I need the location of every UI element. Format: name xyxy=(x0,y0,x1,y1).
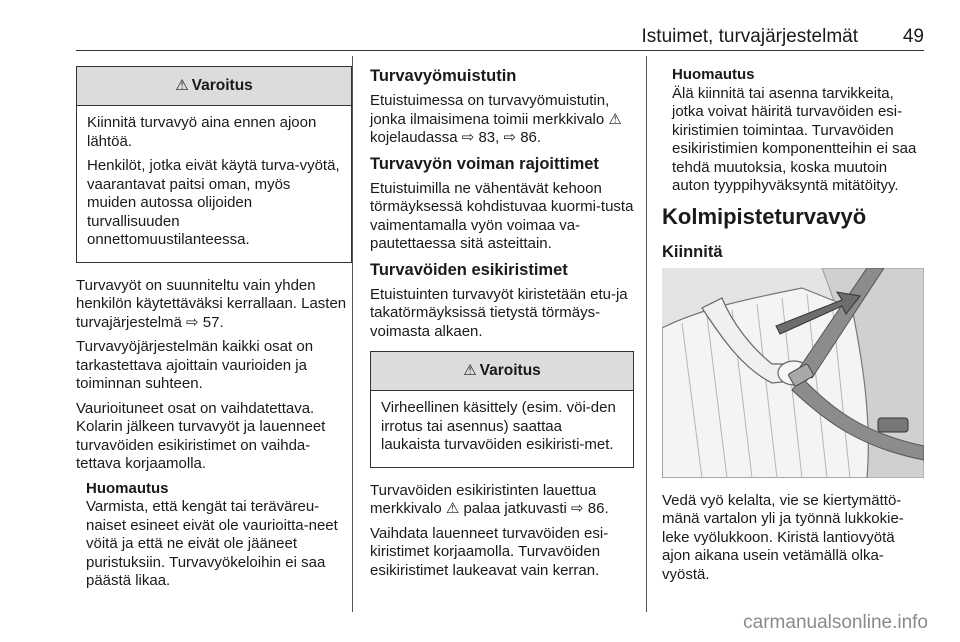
page-title: Istuimet, turvajärjestelmät xyxy=(641,26,858,47)
section-heading: Turvavyön voiman rajoittimet xyxy=(370,154,599,173)
header-rule xyxy=(76,50,924,51)
warning-label: Varoitus xyxy=(191,77,253,94)
column-divider xyxy=(352,56,353,612)
column-divider xyxy=(646,56,647,612)
warning-box xyxy=(76,66,352,263)
warning-body xyxy=(371,391,633,467)
seatbelt-illustration xyxy=(662,268,924,478)
warning-header xyxy=(371,352,633,391)
warning-body xyxy=(77,106,351,262)
page-header xyxy=(76,26,924,48)
warning-header xyxy=(77,67,351,106)
warning-triangle-icon: ⚠ xyxy=(463,362,477,379)
body-paragraph: Vaihdata lauenneet turvavöiden esi-kiristimet korjaamolla. Turvavöiden esikiristimet laukeavat vain kerran. xyxy=(370,524,609,579)
warning-text: Henkilöt, jotka eivät käytä turva-vyötä, vaarantavat paitsi oman, myös muiden autossa olijoiden turvallisuuden onnettomuustilanteessa. xyxy=(87,157,340,248)
section-heading: Kiinnitä xyxy=(662,242,723,261)
watermark: carmanualsonline.info xyxy=(743,612,928,633)
body-paragraph: Turvavyöt on suunniteltu vain yhden henkilön käytettäväksi kerrallaan. Lasten turvajärjestelmä ⇨ 57. xyxy=(76,276,347,331)
body-paragraph: Etuistuimilla ne vähentävät kehoon törmäyksessä kohdistuvaa kuormi-tusta vaimentamalla vyön voimaa va-pautettaessa sitä asteittain. xyxy=(370,179,634,252)
warning-text: Virheellinen käsittely (esim. vöi-den irrotus tai asennus) saattaa laukaista turvavöiden esikiristi-met. xyxy=(381,399,616,453)
body-paragraph: Etuistuimessa on turvavyömuistutin, jonka ilmaisimena toimii merkkivalo ⚠ kojelaudassa ⇨ 83, ⇨ 86. xyxy=(370,92,622,146)
body-paragraph: Vaurioituneet osat on vaihdatettava. Kolarin jälkeen turvavyöt ja lauenneet turvavöiden esikiristimet on vaihda-tettava korjaamolla. xyxy=(76,399,326,472)
section-heading: Turvavöiden esikiristimet xyxy=(370,260,568,279)
section-heading: Turvavyömuistutin xyxy=(370,67,517,85)
column-2 xyxy=(370,56,634,586)
body-paragraph: Etuistuinten turvavyöt kiristetään etu-ja takatörmäyksissä tietystä törmäys-voimasta alkaen. xyxy=(370,285,628,340)
warning-text: Kiinnitä turvavyö aina ennen ajoon lähtöä. xyxy=(87,114,317,150)
column-3 xyxy=(662,56,926,590)
warning-box xyxy=(370,351,634,468)
warning-triangle-icon: ⚠ xyxy=(175,77,189,94)
column-1 xyxy=(76,56,352,597)
warning-label: Varoitus xyxy=(479,362,541,379)
note-block xyxy=(662,66,926,196)
note-text: Älä kiinnitä tai asenna tarvikkeita, jotka voivat häiritä turvavöiden esi-kiristimien toimintaa. Turvavöiden esikiristimien komponentteihin ei saa tehdä muutoksia, koska muutoin auton tyyppihyväksyntä mitätöityy. xyxy=(672,84,917,194)
page-number: 49 xyxy=(902,26,924,47)
body-paragraph: Turvavöiden esikiristinten lauettua merkkivalo ⚠ palaa jatkuvasti ⇨ 86. xyxy=(370,481,609,517)
note-text: Varmista, että kengät tai teräväreu-naiset esineet eivät ole vaurioitta-neet vöitä ja että ne eivät ole jääneet puristuksiin. Turvavyökeloihin ei saa päästä likaa. xyxy=(86,498,338,589)
note-title: Huomautus xyxy=(672,66,755,83)
body-paragraph: Turvavyöjärjestelmän kaikki osat on tarkastettava ajoittain vaurioiden ja toiminnan suhteen. xyxy=(76,338,314,392)
note-block xyxy=(76,480,352,591)
note-title: Huomautus xyxy=(86,479,169,497)
body-paragraph: Vedä vyö kelalta, vie se kiertymättö-mänä vartalon yli ja työnnä lukkokie-leke vyölukkoon. Kiristä lantiovyötä ajon aikana usein vetämällä olka-vyöstä. xyxy=(662,491,904,583)
chapter-heading: Kolmipisteturvavyö xyxy=(662,203,867,229)
seatbelt-drawing xyxy=(662,268,924,478)
